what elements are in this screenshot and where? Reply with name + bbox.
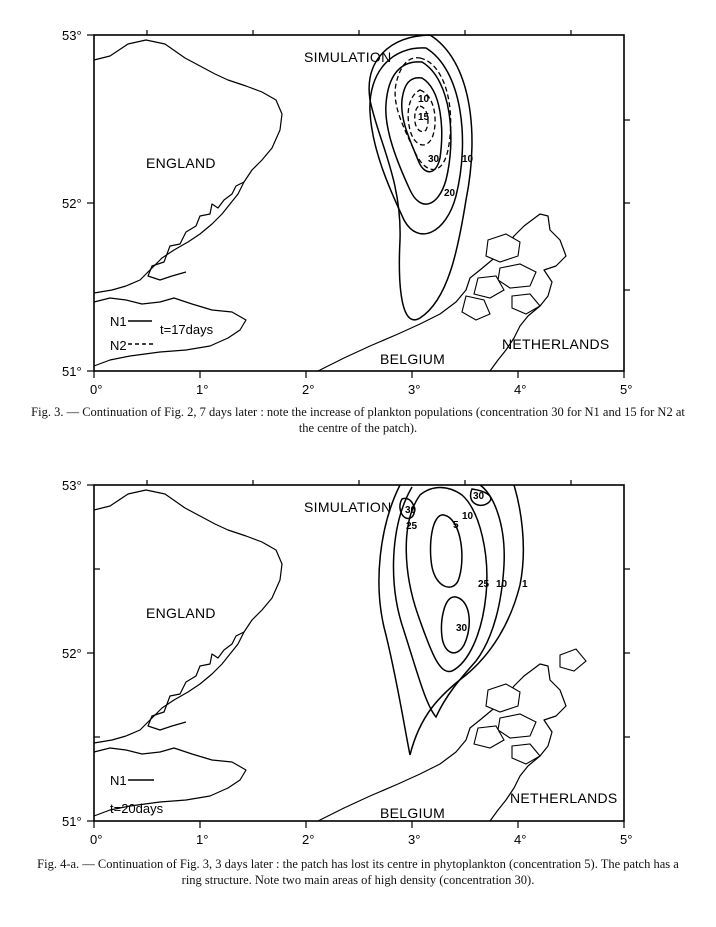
lat-label: 51° — [62, 814, 82, 829]
legend-n2-label: N2 — [110, 338, 127, 353]
simulation-label: SIMULATION — [304, 499, 392, 515]
figure-3 — [0, 0, 716, 450]
england-estuary — [148, 632, 244, 730]
axis-ticks — [87, 480, 630, 828]
contour-n1-10 — [370, 48, 463, 234]
contour-label: 25 — [478, 579, 490, 590]
lon-label: 5° — [620, 832, 633, 847]
zeeland-island — [462, 296, 490, 320]
map-frame — [94, 485, 624, 821]
lon-label: 3° — [408, 832, 421, 847]
figure-4a-caption: Fig. 4-a. — Continuation of Fig. 3, 3 days later : the patch has lost its centre in phytoplankton (concentration 5). The patch has a ring structure. Note two main areas of high density (concentration 30). — [37, 857, 679, 887]
zeeland-island — [512, 744, 540, 764]
contour-label: 10 — [462, 511, 474, 522]
lon-label: 1° — [196, 832, 209, 847]
lon-label: 3° — [408, 382, 421, 397]
legend-n1-label: N1 — [110, 773, 127, 788]
legend-n1-label: N1 — [110, 314, 127, 329]
lat-label: 53° — [62, 478, 82, 493]
figure-3-map — [0, 0, 716, 450]
contour-label: 15 — [418, 112, 430, 123]
legend — [110, 773, 164, 816]
legend — [110, 314, 214, 353]
zeeland-island — [498, 264, 536, 288]
zeeland-island — [512, 294, 540, 314]
england-label: ENGLAND — [146, 605, 216, 621]
contour-label: 1 — [522, 579, 528, 590]
zeeland-island — [560, 649, 586, 671]
zeeland-island — [486, 234, 520, 262]
contour-label: 30 — [405, 505, 417, 516]
simulation-label: SIMULATION — [304, 49, 392, 65]
lat-label: 52° — [62, 646, 82, 661]
lat-label: 53° — [62, 28, 82, 43]
contour-label: 10 — [462, 154, 474, 165]
contour-label: 5 — [453, 520, 459, 531]
lon-label: 0° — [90, 382, 103, 397]
contour-label: 20 — [444, 188, 456, 199]
contour-label: 25 — [406, 521, 418, 532]
lon-label: 0° — [90, 832, 103, 847]
zeeland-island — [498, 714, 536, 738]
map-frame — [94, 35, 624, 371]
lon-label: 4° — [514, 382, 527, 397]
belgium-label: BELGIUM — [380, 805, 446, 821]
lat-label: 52° — [62, 196, 82, 211]
contour-label: 10 — [496, 579, 508, 590]
contour-label: 30 — [456, 623, 468, 634]
contour-label: 30 — [473, 491, 485, 502]
lat-label: 51° — [62, 364, 82, 379]
england-estuary — [148, 182, 244, 280]
contour-label: 30 — [428, 154, 440, 165]
legend-time: t=20days — [110, 801, 164, 816]
contour-10 — [394, 485, 505, 717]
netherlands-label: NETHERLANDS — [510, 790, 618, 806]
zeeland-island — [486, 684, 520, 712]
legend-time: t=17days — [160, 322, 214, 337]
contour-label: 10 — [418, 94, 430, 105]
lon-label: 2° — [302, 832, 315, 847]
lon-label: 2° — [302, 382, 315, 397]
lon-label: 1° — [196, 382, 209, 397]
england-label: ENGLAND — [146, 155, 216, 171]
figure-4a — [0, 465, 716, 927]
netherlands-label: NETHERLANDS — [502, 336, 610, 352]
lon-label: 4° — [514, 832, 527, 847]
figure-3-caption: Fig. 3. — Continuation of Fig. 2, 7 days later : note the increase of plankton populations (concentration 30 for N1 and 15 for N2 at the centre of the patch). — [31, 405, 685, 435]
lon-label: 5° — [620, 382, 633, 397]
belgium-label: BELGIUM — [380, 351, 446, 367]
